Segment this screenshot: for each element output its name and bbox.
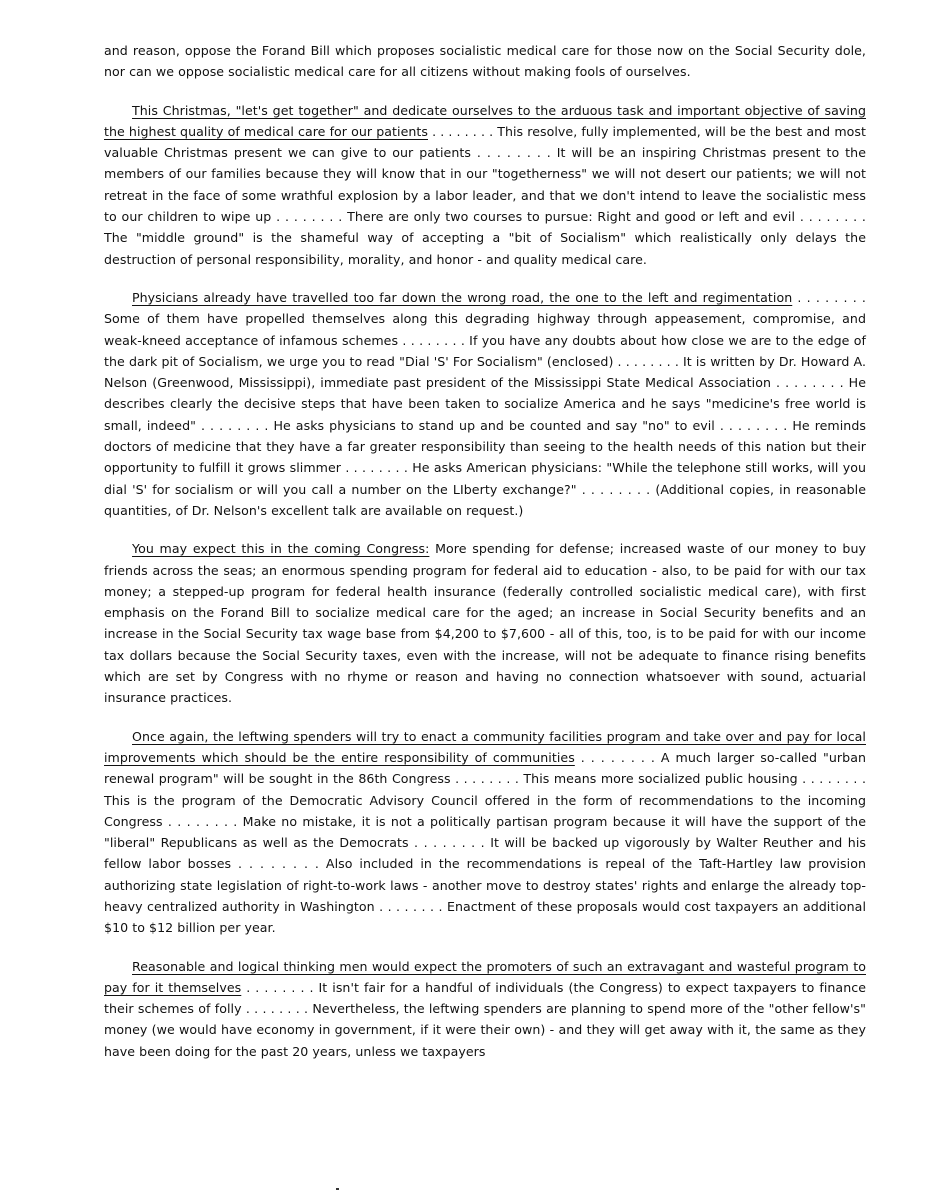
paragraph-3-body: . . . . . . . . Some of them have propelled themselves along this degrading highway through appeasement, compromise, and weak-kneed acceptance of infamous schemes . . . . . . . . If you have any doubts about how close we are to the edge of the dark pit of Socialism, we urge you to read "Dial 'S' For Socialism" (enclosed) . . . . . . . . It is written by Dr. Howard A. Nelson (Greenwood, Mississippi), immediate past president of the Mississippi State Medical Association . . . . . . . . He describes clearly the decisive steps that have been taken to socialize America and he says "medicine's free world is small, indeed" . . . . . . . . He asks physicians to stand up and be counted and say "no" to evil . . . . . . . . He reminds doctors of medicine that they have a far greater responsibility than seeing to the health needs of this nation but their opportunity to fulfill it grows slimmer . . . . . . . . He asks American physicians: "While the telephone still works, will you dial 'S' for socialism or will you call a number on the LIberty exchange?" . . . . . . . . (Additional copies, in reasonable quantities, of Dr. Nelson's excellent talk are available on request.) [104,289,866,518]
paragraph-2 [104,100,866,270]
paragraph-1-body: and reason, oppose the Forand Bill which proposes socialistic medical care for those now on the Social Security dole, nor can we oppose socialistic medical care for all citizens without making fools of ourselves. [104,43,866,80]
paragraph-3-lead: Physicians already have travelled too far down the wrong road, the one to the left and regimentation [132,289,793,305]
paragraph-1 [104,40,866,83]
paragraph-5-body: . . . . . . . . A much larger so-called "urban renewal program" will be sought in the 86th Congress . . . . . . . . This means more socialized public housing . . . . . . . . This is the program of the Democratic Advisory Council offered in the form of recommendations to the incoming Congress . . . . . . . . Make no mistake, it is not a politically partisan program because it will have the support of the "liberal" Republicans as well as the Democrats . . . . . . . . It will be backed up vigorously by Walter Reuther and his fellow labor bosses . . . . . . . . Also included in the recommendations is repeal of the Taft-Hartley law provision authorizing state legislation of right-to-work laws - another move to destroy states' rights and enlarge the already top-heavy centralized authority in Washington . . . . . . . . Enactment of these proposals would cost taxpayers an additional $10 to $12 billion per year. [104,749,866,936]
paragraph-5-lead: Once again, the leftwing spenders will try to enact a community facilities program and take over and pay for local improvements which should be the entire responsibility of communities [104,728,866,765]
paragraph-6-lead: Reasonable and logical thinking men would expect the promoters of such an extravagant and wasteful program to pay for it themselves [104,958,866,995]
paragraph-6 [104,956,866,1062]
paragraph-4-body: More spending for defense; increased waste of our money to buy friends across the seas; an enormous spending program for federal aid to education - also, to be paid for with our tax money; a stepped-up program for federal health insurance (federally controlled socialistic medical care), with first emphasis on the Forand Bill to socialize medical care for the aged; an increase in Social Security benefits and an increase in the Social Security tax wage base from $4,200 to $7,600 - all of this, too, is to be paid for with our income tax dollars because the Social Security taxes, even with the increase, will not be adequate to finance rising benefits which are set by Congress with no rhyme or reason and having no connection whatsoever with sound, actuarial insurance practices. [104,541,866,706]
paragraph-6-body: . . . . . . . . It isn't fair for a handful of individuals (the Congress) to expect taxpayers to finance their schemes of folly . . . . . . . . Nevertheless, the leftwing spenders are planning to spend more of the "other fellow's" money (we would have economy in government, if it were their own) - and they will get away with it, the same as they have been doing for the past 20 years, unless we taxpayers [104,979,867,1059]
paragraph-2-body: . . . . . . . . This resolve, fully implemented, will be the best and most valuable Christmas present we can give to our patients . . . . . . . . It will be an inspiring Christmas present to the members of our families because they will know that in our "togetherness" we will not desert our patients; we will not retreat in the face of some wrathful explosion by a labor leader, and that we don't intend to leave the socialistic mess to our children to wipe up . . . . . . . . There are only two courses to pursue: Right and good or left and evil . . . . . . . . The "middle ground" is the shameful way of accepting a "bit of Socialism" which realistically only delays the destruction of personal responsibility, morality, and honor - and quality medical care. [104,123,866,267]
paragraph-4-lead: You may expect this in the coming Congress: [132,541,430,557]
paragraph-2-lead: This Christmas, "let's get together" and dedicate ourselves to the arduous task and important objective of saving the highest quality of medical care for our patients [104,102,866,139]
paragraph-4 [104,538,866,708]
document-page [104,40,866,1079]
page-speck [336,1188,339,1190]
paragraph-3 [104,287,866,521]
paragraph-5 [104,726,866,939]
